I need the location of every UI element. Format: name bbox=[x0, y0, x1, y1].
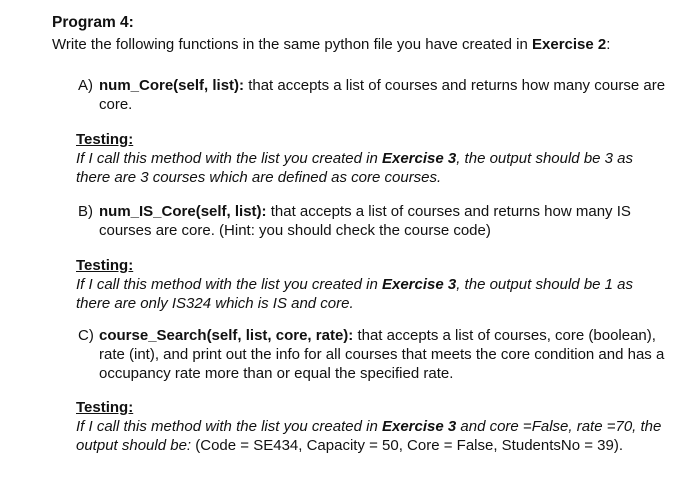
item-body bbox=[99, 326, 668, 383]
testing-text-before: If I call this method with the list you created in bbox=[76, 418, 382, 435]
testing-text-after: and core =False, rate =70, the output should be: bbox=[76, 418, 662, 454]
intro-colon: : bbox=[606, 36, 611, 53]
function-signature: course_Search(self, list, core, rate): bbox=[99, 327, 354, 344]
testing-text-after: , the output should be 1 as there are only IS324 which is IS and core. bbox=[76, 276, 634, 312]
testing-exercise-ref: Exercise 3 bbox=[381, 276, 457, 293]
function-description: that accepts a list of courses and returns how many course are core. bbox=[99, 77, 666, 113]
function-description: that accepts a list of courses, core (boolean), rate (int), and print out the info for all courses that meets the core condition and has a occupancy rate more than or equal the specified rate. bbox=[99, 327, 665, 382]
intro-paragraph bbox=[52, 35, 682, 54]
item-letter: A) bbox=[78, 77, 93, 94]
testing-exercise-ref: Exercise 3 bbox=[381, 418, 457, 435]
testing-block-b bbox=[76, 256, 666, 313]
testing-text-before: If I call this method with the list you created in bbox=[76, 150, 382, 167]
item-body bbox=[99, 202, 668, 240]
item-b bbox=[78, 202, 668, 240]
item-c bbox=[78, 326, 668, 383]
item-body bbox=[99, 76, 668, 114]
testing-block-c bbox=[76, 398, 666, 455]
testing-block-a bbox=[76, 130, 666, 187]
testing-text bbox=[76, 149, 666, 187]
item-letter: C) bbox=[78, 327, 94, 344]
testing-text bbox=[76, 275, 666, 313]
item-a bbox=[78, 76, 668, 114]
testing-label: Testing: bbox=[76, 257, 134, 274]
intro-text: Write the following functions in the same python file you have created in bbox=[52, 36, 532, 53]
function-signature: num_IS_Core(self, list): bbox=[99, 203, 267, 220]
testing-exercise-ref: Exercise 3 bbox=[381, 150, 457, 167]
function-signature: num_Core(self, list): bbox=[99, 77, 245, 94]
function-description: that accepts a list of courses and returns how many IS courses are core. (Hint: you should check the course code) bbox=[99, 203, 631, 239]
item-letter: B) bbox=[78, 203, 93, 220]
testing-text bbox=[76, 417, 666, 455]
testing-expected-output: (Code = SE434, Capacity = 50, Core = False, StudentsNo = 39). bbox=[195, 437, 624, 454]
testing-label: Testing: bbox=[76, 131, 134, 148]
program-title: Program 4: bbox=[52, 14, 134, 31]
testing-text-after: , the output should be 3 as there are 3 courses which are defined as core courses. bbox=[76, 150, 634, 186]
intro-exercise-ref: Exercise 2 bbox=[532, 36, 607, 53]
testing-label: Testing: bbox=[76, 399, 134, 416]
testing-text-before: If I call this method with the list you created in bbox=[76, 276, 382, 293]
